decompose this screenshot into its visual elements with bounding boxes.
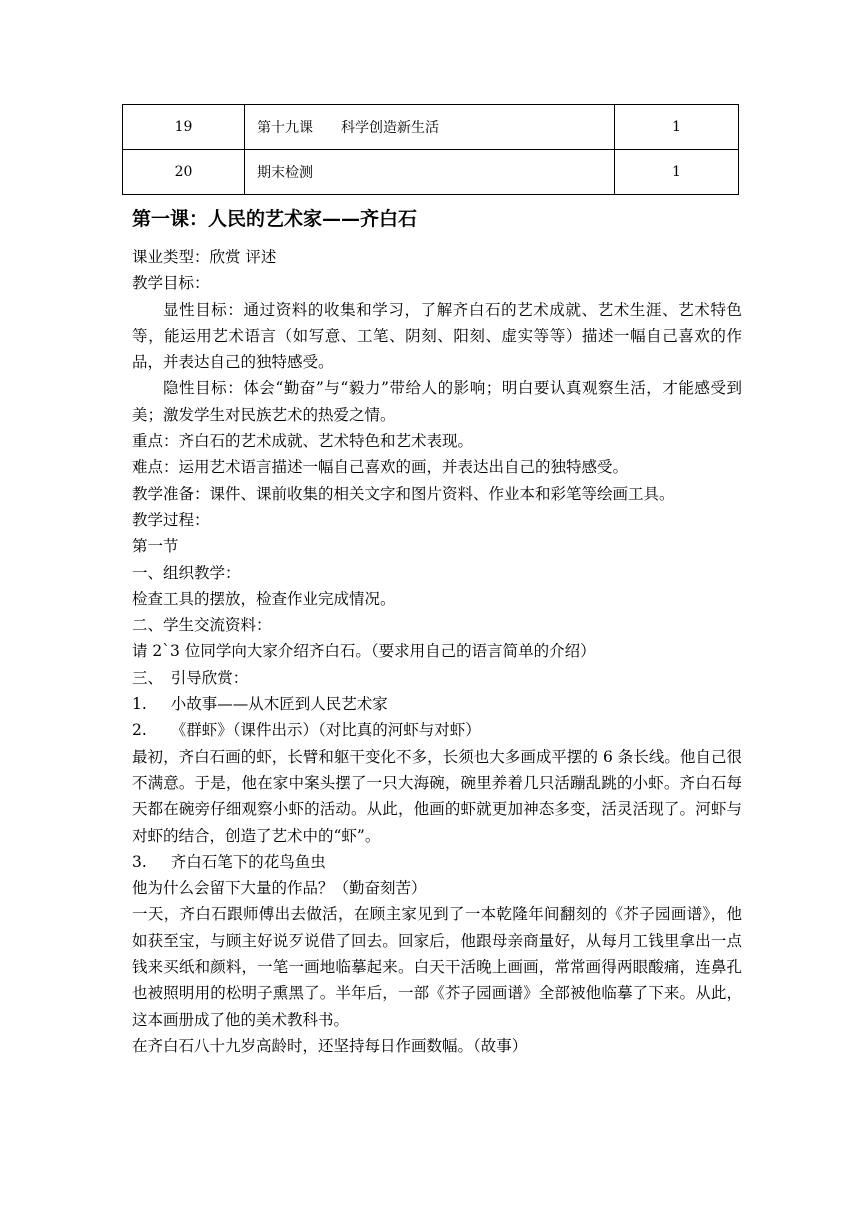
lesson-plan-body — [132, 244, 742, 1059]
list-item — [132, 691, 742, 717]
explicit-goal-paragraph: 显性目标：通过资料的收集和学习，了解齐白石的艺术成就、艺术生涯、艺术特色等，能运用艺术语言（如写意、工笔、阴刻、阳刻、虚实等等）描述一幅自己喜欢的作品，并表达自己的独特感受。 — [132, 300, 742, 372]
list-item-text: 齐白石笔下的花鸟鱼虫 — [170, 852, 326, 871]
key-point-line: 重点：齐白石的艺术成就、艺术特色和艺术表现。 — [132, 432, 474, 451]
lesson-number-cell: 19 — [123, 105, 245, 150]
process-label: 教学过程： — [132, 510, 210, 529]
diligence-story-paragraph: 一天，齐白石跟师傅出去做活，在顾主家见到了一本乾隆年间翻刻的《芥子园画谱》，他如获至宝，与顾主好说歹说借了回去。回家后，他跟母亲商量好，从每月工钱里拿出一点钱来买纸和颜料，一笔一画地临摹起来。白天干活晚上画画，常常画得两眼酸痛，连鼻孔也被照明用的松明子熏黑了。半年后，一部《芥子园画谱》全部被他临摹了下来。从此，这本画册成了他的美术教科书。 — [132, 905, 742, 1029]
step-text: 请 2`3 位同学向大家介绍齐白石。（要求用自己的语言简单的介绍） — [132, 642, 596, 661]
step-heading: 一、组织教学： — [132, 563, 241, 582]
preparation-line: 教学准备：课件、课前收集的相关文字和图片资料、作业本和彩笔等绘画工具。 — [132, 484, 675, 503]
lesson-hours-cell: 1 — [615, 150, 739, 195]
step-text: 检查工具的摆放，检查作业完成情况。 — [132, 589, 396, 608]
difficulty-line: 难点：运用艺术语言描述一幅自己喜欢的画，并表达出自己的独特感受。 — [132, 458, 629, 477]
list-item-number: 3. — [132, 852, 147, 871]
table-row — [123, 105, 739, 150]
course-schedule-table — [122, 104, 739, 195]
shrimp-story-paragraph: 最初，齐白石画的虾，长臂和躯干变化不多，长须也大多画成平摆的 6 条长线。他自己很不满意。于是，他在家中案头摆了一只大海碗，碗里养着几只活蹦乱跳的小虾。齐白石每天都在碗旁仔细观察小虾的活动。从此，他画的虾就更加神态多变，活灵活现了。河虾与对虾的结合，创造了艺术中的“虾”。 — [132, 747, 742, 845]
lesson-type-line: 课业类型：欣赏 评述 — [132, 248, 277, 266]
list-item-number: 1. — [132, 695, 147, 714]
question-line: 他为什么会留下大量的作品？（勤奋刻苦） — [132, 879, 427, 898]
list-item-text: 小故事——从木匠到人民艺术家 — [170, 695, 388, 714]
step-heading: 三、 引导欣赏： — [132, 668, 249, 687]
lesson-hours-cell: 1 — [615, 105, 739, 150]
list-item-text: 《群虾》（课件出示）（对比真的河虾与对虾） — [170, 721, 481, 740]
lesson-number-cell: 20 — [123, 150, 245, 195]
list-item-number: 2. — [132, 721, 147, 740]
list-item — [132, 849, 742, 875]
old-age-line: 在齐白石八十九岁高龄时，还坚持每日作画数幅。（故事） — [132, 1036, 528, 1055]
implicit-goal-paragraph: 隐性目标：体会“勤奋”与“毅力”带给人的影响；明白要认真观察生活，才能感受到美；激发学生对民族艺术的热爱之情。 — [132, 379, 742, 424]
lesson-heading: 第一课：人民的艺术家——齐白石 — [132, 208, 418, 230]
lesson-title-cell: 期末检测 — [245, 150, 615, 195]
table-row — [123, 150, 739, 195]
step-heading: 二、学生交流资料： — [132, 616, 272, 635]
goals-label: 教学目标： — [132, 274, 210, 293]
lesson-title-cell: 第十九课 科学创造新生活 — [245, 105, 615, 150]
list-item — [132, 717, 742, 743]
section-heading: 第一节 — [132, 537, 179, 556]
